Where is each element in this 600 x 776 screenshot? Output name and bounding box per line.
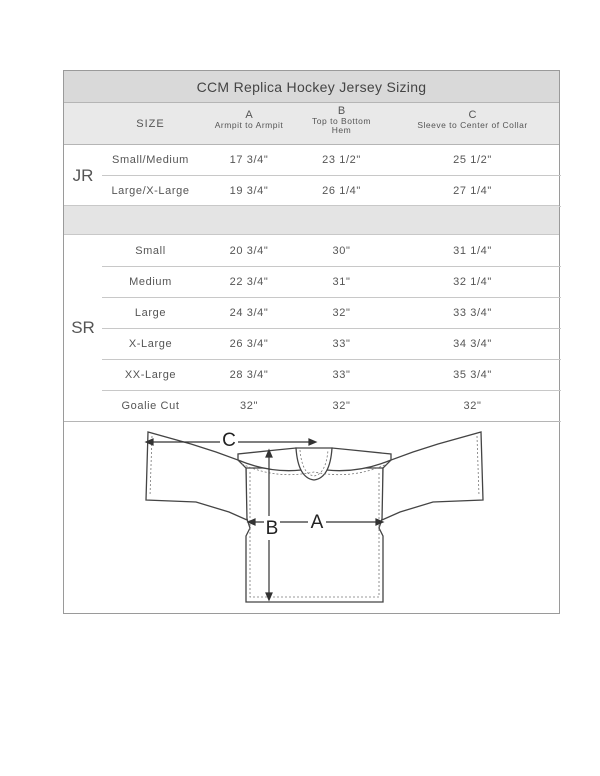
armpit-to-armpit-cell: 24 3/4" [229,307,269,319]
table-row [102,391,561,422]
top-to-bottom-hem-cell: 23 1/2" [322,154,361,166]
column-a-header [199,103,299,145]
sleeve-to-collar-cell: 25 1/2" [453,154,492,166]
armpit-to-armpit-cell: 26 3/4" [229,338,269,350]
size-column-header: SIZE [136,118,165,130]
column-header-row [64,103,559,145]
sizing-chart [63,70,560,614]
column-b-letter: B [337,105,346,117]
sleeve-to-collar-cell: 34 3/4" [453,338,492,350]
sleeve-to-collar-cell: 31 1/4" [453,245,492,257]
size-cell: Large/X-Large [111,185,190,197]
dimension-b-label: B [265,518,279,539]
dimension-c-label: C [222,430,236,451]
top-to-bottom-hem-cell: 32" [332,307,351,319]
size-cell: Small [135,245,166,257]
right-sleeve-shape [382,432,483,520]
jr-group-label: JR [72,166,94,185]
armpit-to-armpit-cell: 20 3/4" [229,245,269,257]
sleeve-to-collar-cell: 32 1/4" [453,276,492,288]
top-to-bottom-hem-cell: 31" [332,276,351,288]
dimension-a-label: A [310,512,324,533]
armpit-to-armpit-cell: 28 3/4" [229,369,269,381]
size-cell: Small/Medium [112,154,189,166]
size-cell: Medium [129,276,172,288]
sleeve-to-collar-cell: 35 3/4" [453,369,492,381]
column-a-description: Armpit to Armpit [214,120,284,130]
group-separator [64,205,559,235]
armpit-to-armpit-cell: 17 3/4" [229,154,269,166]
sr-group-label: SR [71,318,95,337]
table-row [102,236,561,267]
jersey-diagram [126,424,496,608]
table-row [102,360,561,391]
armpit-to-armpit-cell: 19 3/4" [229,185,269,197]
sleeve-to-collar-cell: 32" [463,400,482,412]
table-row [102,298,561,329]
armpit-to-armpit-cell: 32" [240,400,258,412]
column-b-header [299,103,384,145]
table-row [102,267,561,298]
chart-title: CCM Replica Hockey Jersey Sizing [64,71,559,103]
size-cell: Goalie Cut [121,400,180,412]
sleeve-to-collar-cell: 33 3/4" [453,307,492,319]
column-c-description: Sleeve to Center of Collar [417,120,528,130]
size-cell: X-Large [128,338,173,350]
table-row [102,329,561,360]
top-to-bottom-hem-cell: 30" [332,245,351,257]
table-row [102,176,561,207]
size-cell: XX-Large [124,369,177,381]
column-c-header [384,103,561,145]
top-to-bottom-hem-cell: 26 1/4" [322,185,361,197]
armpit-to-armpit-cell: 22 3/4" [229,276,269,288]
size-cell: Large [134,307,167,319]
column-c-letter: C [468,109,477,121]
top-to-bottom-hem-cell: 33" [332,369,351,381]
top-to-bottom-hem-cell: 32" [332,400,351,412]
diagram-divider [64,421,559,422]
column-a-letter: A [245,109,253,121]
table-row [102,145,561,176]
column-b-description: Top to Bottom Hem [312,116,371,135]
sleeve-to-collar-cell: 27 1/4" [453,185,492,197]
top-to-bottom-hem-cell: 33" [332,338,351,350]
